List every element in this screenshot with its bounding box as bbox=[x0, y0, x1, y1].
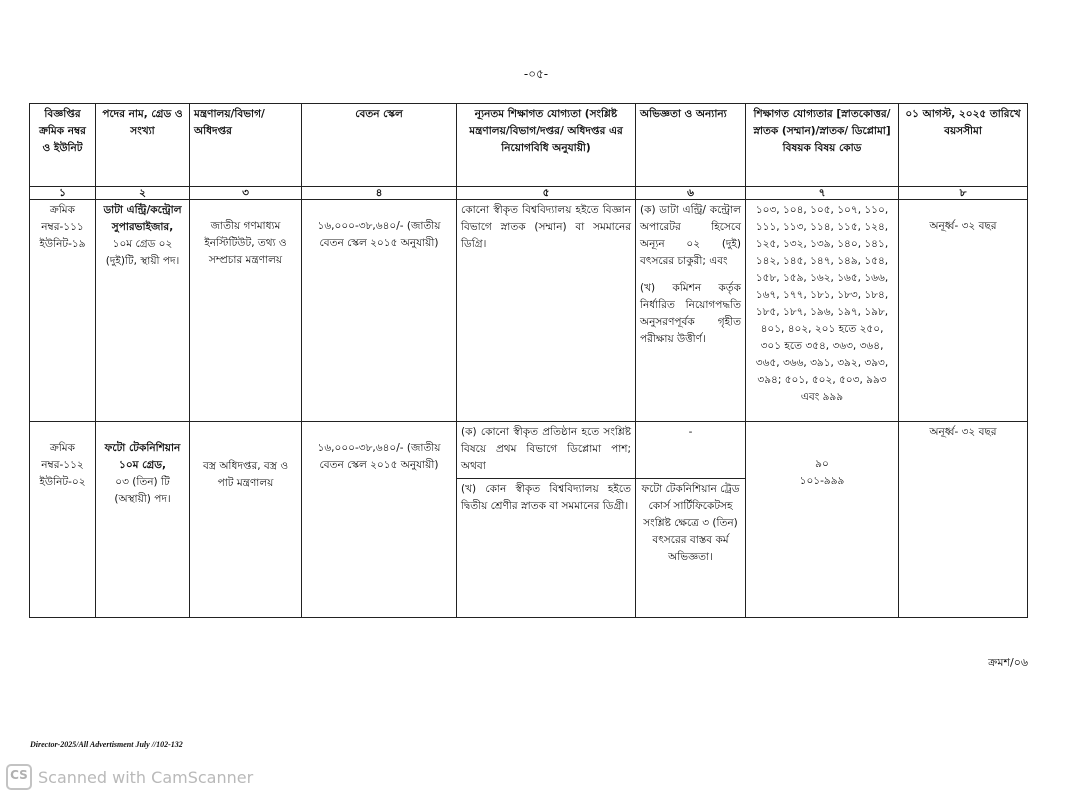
row-ministry: বস্ত্র অধিদপ্তর, বস্ত্র ও পাট মন্ত্রণালয় bbox=[190, 422, 302, 618]
row-serial: ক্রমিক নম্বর-১১২ ইউনিট-০২ bbox=[30, 422, 96, 618]
header-ministry: মন্ত্রণালয়/বিভাগ/ অধিদপ্তর bbox=[190, 104, 302, 187]
qualification-item: (ক) কোনো স্বীকৃত প্রতিষ্ঠান হতে সংশ্লিষ্ট বিষয়ে প্রথম বিভাগে ডিপ্লোমা পাশ; অথবা bbox=[457, 422, 635, 479]
watermark-text: Scanned with CamScanner bbox=[38, 767, 254, 787]
column-number: ২ bbox=[96, 187, 190, 200]
page-number: -০৫- bbox=[523, 67, 549, 81]
column-number: ৭ bbox=[746, 187, 899, 200]
column-number: ৩ bbox=[190, 187, 302, 200]
experience-item: (ক) ডাটা এন্ট্রি/ কন্ট্রোল অপারেটর হিসেবে অন্যূন ০২ (দুই) বৎসরের চাকুরী; এবং bbox=[640, 204, 741, 267]
recruitment-table bbox=[29, 103, 1028, 618]
header-subject-codes: শিক্ষাগত যোগ্যতার [স্নাতকোত্তর/স্নাতক (সম্মান)/স্নাতক/ ডিপ্লোমা] বিষয়ক বিষয় কোড bbox=[746, 104, 899, 187]
column-number: ৪ bbox=[302, 187, 457, 200]
post-name: ফটো টেকনিশিয়ান ১০ম গ্রেড, bbox=[104, 442, 181, 471]
subject-code: ৯০ bbox=[815, 458, 829, 470]
header-pay-scale: বেতন স্কেল bbox=[302, 104, 457, 187]
camscanner-watermark bbox=[6, 762, 253, 792]
header-experience: অভিজ্ঞতা ও অন্যান্য bbox=[636, 104, 746, 187]
table-row bbox=[30, 200, 1028, 422]
row-age-limit: অনূর্ধ্ব- ৩২ বছর bbox=[899, 200, 1028, 422]
row-qualification: কোনো স্বীকৃত বিশ্ববিদ্যালয় হইতে বিজ্ঞান বিভাগে স্নাতক (সম্মান) বা সমমানের ডিগ্রি। bbox=[457, 200, 636, 422]
row-subject-codes: ১০৩, ১০৪, ১০৫, ১০৭, ১১০, ১১১, ১১৩, ১১৪, ১১৫, ১২৪, ১২৫, ১৩২, ১৩৯, ১৪০, ১৪১, ১৪২, ১৪৫, ১৪৭, ১৪৯, ১৫৪, ১৫৮, ১৫৯, ১৬২, ১৬৫, ১৬৬, ১৬৭, ১৭৭, ১৮১, ১৮৩, ১৮৪, ১৮৫, ১৮৭, ১৯৬, ১৯৭, ১৯৮, ৪০১, ৪০২, ২০১ হতে ২৫০, ৩০১ হতে ৩৫৪, ৩৬৩, ৩৬৪, ৩৬৫, ৩৬৬, ৩৯১, ৩৯২, ৩৯৩, ৩৯৪; ৫০১, ৫০২, ৫০৩, ৯৯৩ এবং ৯৯৯ bbox=[746, 200, 899, 422]
camscanner-logo-icon bbox=[6, 764, 32, 790]
header-qualification: ন্যূনতম শিক্ষাগত যোগ্যতা (সংশ্লিষ্ট মন্ত্রণালয়/বিভাগ/দপ্তর/ অধিদপ্তর এর নিয়োগবিধি অনুযায়ী) bbox=[457, 104, 636, 187]
row-post bbox=[96, 200, 190, 422]
column-number: ৬ bbox=[636, 187, 746, 200]
column-number: ৮ bbox=[899, 187, 1028, 200]
row-experience bbox=[636, 200, 746, 422]
post-name: ডাটা এন্ট্রি/কন্ট্রোল সুপারভাইজার, bbox=[103, 204, 182, 233]
row-age-limit: অনূর্ধ্ব- ৩২ বছর bbox=[899, 422, 1028, 618]
header-age-limit: ০১ আগস্ট, ২০২৫ তারিখে বয়সসীমা bbox=[899, 104, 1028, 187]
continued-label: ক্রমশ/০৬ bbox=[988, 656, 1028, 669]
column-number: ১ bbox=[30, 187, 96, 200]
post-details: ০৩ (তিন) টি (অস্থায়ী) পদ। bbox=[114, 476, 171, 505]
column-number-row bbox=[30, 187, 1028, 200]
row-pay-scale: ১৬,০০০-৩৮,৬৪০/- (জাতীয় বেতন স্কেল ২০১৫ অনুযায়ী) bbox=[302, 422, 457, 618]
header-serial: বিজ্ঞপ্তির ক্রমিক নম্বর ও ইউনিট bbox=[30, 104, 96, 187]
post-details: ১০ম গ্রেড ০২ (দুই)টি, স্থায়ী পদ। bbox=[105, 238, 180, 267]
header-row bbox=[30, 104, 1028, 187]
row-subject-codes bbox=[746, 422, 899, 618]
row-pay-scale: ১৬,০০০-৩৮,৬৪০/- (জাতীয় বেতন স্কেল ২০১৫ অনুযায়ী) bbox=[302, 200, 457, 422]
subject-code: ১০১-৯৯৯ bbox=[799, 475, 845, 487]
header-post: পদের নাম, গ্রেড ও সংখ্যা bbox=[96, 104, 190, 187]
experience-item: (খ) কমিশন কর্তৃক নির্ধারিত নিয়োগপদ্ধতি অনুসরণপূর্বক গৃহীত পরীক্ষায় উত্তীর্ণ। bbox=[640, 282, 741, 345]
footer-reference: Director-2025/All Advertisment July //102-132 bbox=[30, 740, 183, 749]
row-experience bbox=[636, 422, 746, 618]
experience-item: ফটো টেকনিশিয়ান ট্রেড কোর্স সার্টিফিকেটসহ সংশ্লিষ্ট ক্ষেত্রে ৩ (তিন) বৎসরের বাস্তব কর্ম অভিজ্ঞতা। bbox=[641, 483, 740, 563]
row-qualification bbox=[457, 422, 636, 618]
row-ministry: জাতীয় গণমাধ্যম ইনস্টিটিউট, তথ্য ও সম্প্রচার মন্ত্রণালয় bbox=[190, 200, 302, 422]
qualification-item: (খ) কোন স্বীকৃত বিশ্ববিদ্যালয় হইতে দ্বিতীয় শ্রেণীর স্নাতক বা সমমানের ডিগ্রী। bbox=[461, 483, 631, 512]
column-number: ৫ bbox=[457, 187, 636, 200]
camscanner-logo-text: CS bbox=[10, 768, 28, 782]
row-serial: ক্রমিক নম্বর-১১১ ইউনিট-১৯ bbox=[30, 200, 96, 422]
row-post bbox=[96, 422, 190, 618]
table-row bbox=[30, 422, 1028, 618]
experience-item: - bbox=[636, 422, 745, 479]
